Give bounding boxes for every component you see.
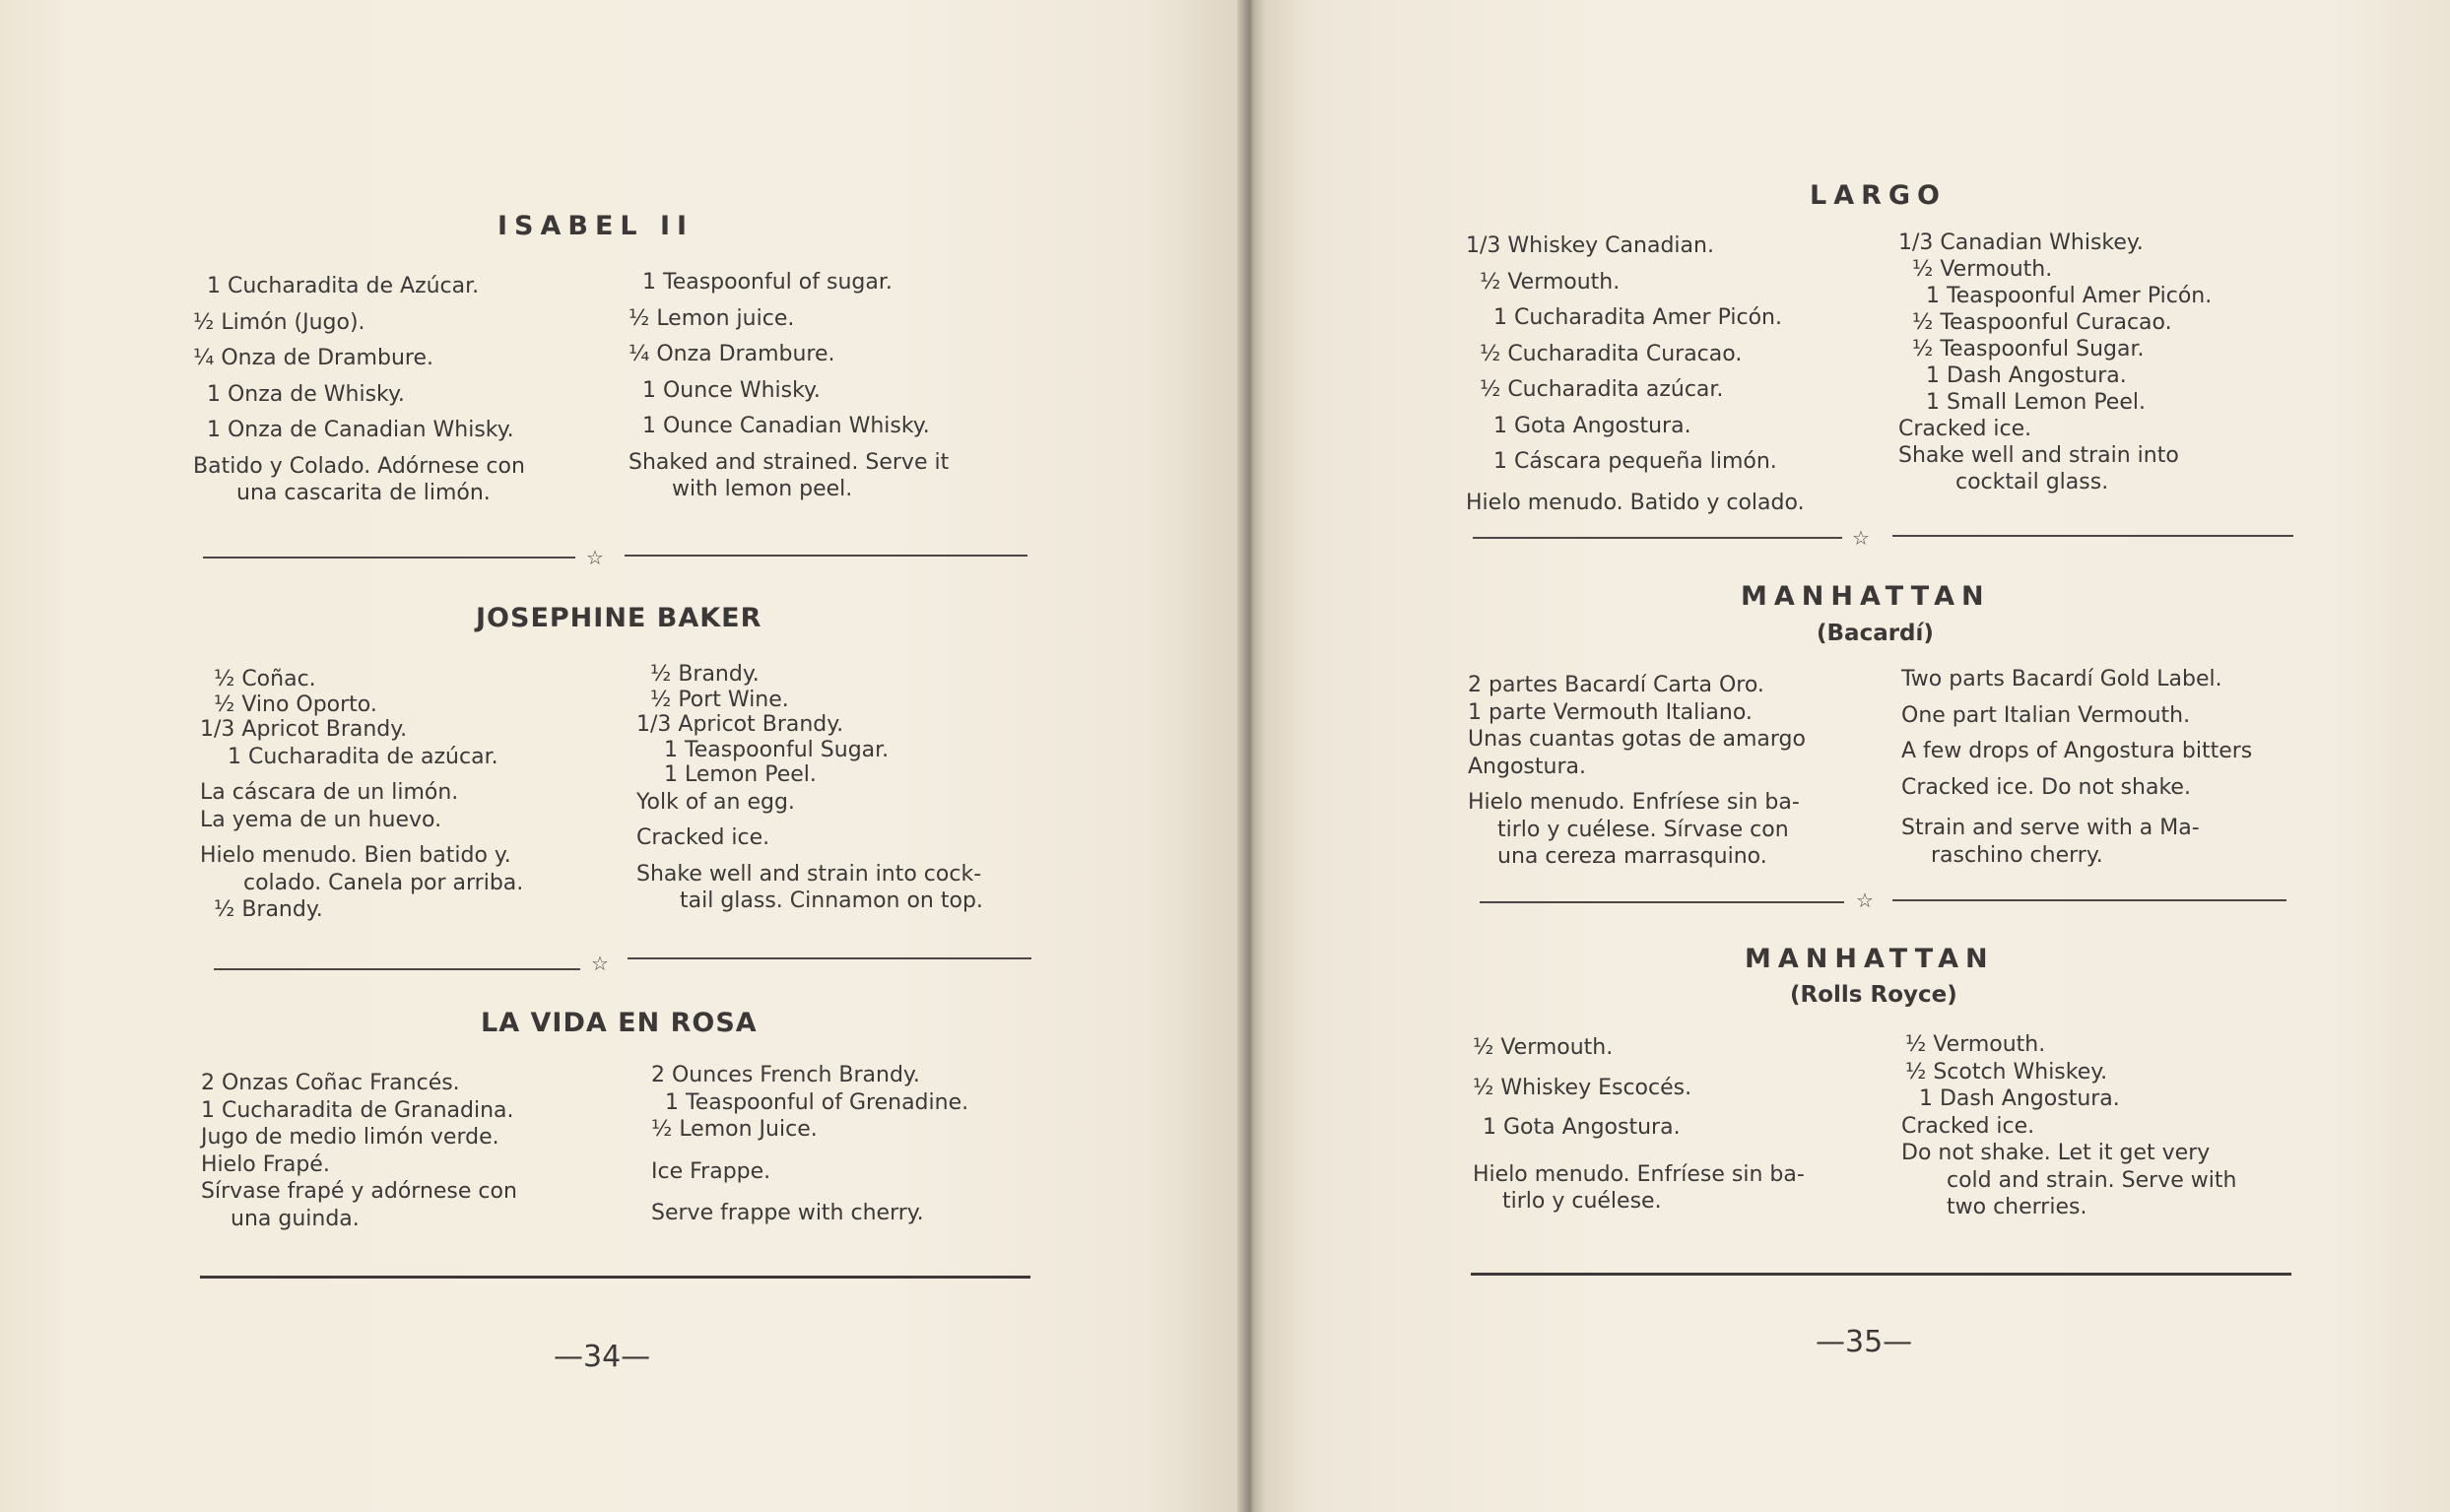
section-divider [628,957,1031,959]
instruction-line: Shaked and strained. Serve it [629,449,950,475]
instruction-line: cocktail glass. [1955,470,2109,494]
ingredient-line: ½ Whiskey Escocés. [1473,1075,1692,1100]
recipe-title-manhattan-bacardi: MANHATTAN [1741,581,1991,612]
manhattan-bacardi-spanish-column [1468,672,1806,871]
star-ornament-icon: ☆ [591,952,609,975]
instruction-line: with lemon peel. [672,477,853,501]
josephine-english-column [636,661,983,915]
manhattan-rolls-english-column [1901,1031,2236,1221]
ingredient-line: 1 Onza de Whisky. [207,381,405,407]
ingredient-line: ½ Teaspoonful Sugar. [1912,337,2145,362]
ingredient-line: 1 Cucharadita de azúcar. [228,744,498,769]
instruction-line: una cascarita de limón. [236,481,491,505]
instruction-line: Cracked ice. Do not shake. [1901,774,2191,800]
ingredient-line: ½ Lemon juice. [629,305,795,331]
instruction-line: colado. Canela por arriba. [243,870,524,895]
ingredient-line: 1 Cucharadita Amer Picón. [1493,305,1782,330]
ingredient-line: ½ Vino Oporto. [214,691,377,717]
star-ornament-icon: ☆ [586,546,604,569]
ingredient-line: ½ Vermouth. [1905,1032,2046,1057]
ingredient-line: ¼ Onza Drambure. [629,342,835,366]
instruction-line: Do not shake. Let it get very [1901,1141,2211,1165]
book-gutter [1237,0,1265,1512]
instruction-line: Serve frappe with cherry. [651,1201,924,1225]
ingredient-line: 1 Gota Angostura. [1493,413,1691,438]
instruction-line: tirlo y cuélese. [1502,1189,1662,1214]
ingredient-line: 1/3 Canadian Whiskey. [1898,230,2144,255]
instruction-line: Sírvase frapé y adórnese con [201,1179,517,1204]
instruction-line: Batido y Colado. Adórnese con [193,453,525,479]
recipe-subtitle-bacardi: (Bacardí) [1817,621,1934,646]
instruction-line: Shake well and strain into [1898,443,2179,468]
ingredient-line: ¼ Onza de Drambure. [193,346,433,370]
ingredient-line: ½ Teaspoonful Curacao. [1912,310,2172,335]
ingredient-line: ½ Port Wine. [650,687,789,712]
ingredient-line: 1 Gota Angostura. [1483,1115,1681,1140]
instruction-line: Hielo menudo. Bien batido y. [200,843,511,868]
ingredient-line: Ice Frappe. [651,1158,771,1184]
section-divider [1892,535,2293,537]
ingredient-line: A few drops of Angostura bitters [1901,739,2253,763]
ingredient-line: 1/3 Apricot Brandy. [636,712,844,737]
ingredient-line: Angostura. [1468,754,1586,779]
largo-english-column [1898,230,2212,495]
recipe-subtitle-rolls-royce: (Rolls Royce) [1790,982,1957,1008]
ingredient-line: 1 Ounce Whisky. [642,377,821,403]
ingredient-line: 1 Cáscara pequeña limón. [1493,449,1777,474]
ingredient-line: 1 Teaspoonful of Grenadine. [665,1089,969,1115]
recipe-title-josephine-baker: JOSEPHINE BAKER [476,603,762,633]
star-ornament-icon: ☆ [1852,526,1870,550]
ingredient-line: ½ Vermouth. [1473,1035,1614,1060]
ingredient-line: ½ Limón (Jugo). [193,309,365,335]
ingredient-line: 1 Dash Angostura. [1919,1086,2120,1111]
ingredient-line: Yolk of an egg. [636,789,795,815]
ingredient-line: 1 Lemon Peel. [664,762,817,787]
ingredient-line: 2 Ounces French Brandy. [651,1063,920,1087]
instruction-line: Hielo menudo. Batido y colado. [1466,490,1805,515]
josephine-spanish-column [200,666,523,924]
vida-spanish-column [201,1070,517,1232]
ingredient-line: La cáscara de un limón. [200,780,459,805]
ingredient-line: One part Italian Vermouth. [1901,702,2191,728]
ingredient-line: 2 partes Bacardí Carta Oro. [1468,673,1764,697]
ingredient-line: ½ Cucharadita Curacao. [1480,341,1743,366]
recipe-title-manhattan-rolls-royce: MANHATTAN [1745,944,1995,974]
ingredient-line: ½ Cucharadita azúcar. [1480,377,1724,402]
ingredient-line: 1 Dash Angostura. [1926,363,2127,388]
instruction-line: raschino cherry. [1931,842,2103,868]
ingredient-line: Jugo de medio limón verde. [201,1125,499,1150]
ingredient-line: Cracked ice. [1898,417,2032,441]
ingredient-line: 1 Onza de Canadian Whisky. [207,418,514,442]
section-divider [625,555,1027,557]
ingredient-line: Hielo Frapé. [201,1151,330,1177]
instruction-line: una cereza marrasquino. [1497,844,1767,869]
isabel-english-column [629,269,949,503]
ingredient-line: Two parts Bacardí Gold Label. [1901,667,2222,691]
manhattan-rolls-spanish-column [1473,1034,1805,1216]
ingredient-line: 1 Small Lemon Peel. [1926,390,2146,415]
ingredient-line: ½ Brandy. [650,662,760,687]
instruction-line: two cherries. [1947,1195,2087,1219]
ingredient-line: 1/3 Apricot Brandy. [200,717,408,742]
ingredient-line: ½ Vermouth. [1480,269,1621,295]
ingredient-line: 1 Teaspoonful Amer Picón. [1926,284,2213,308]
ingredient-line: 1 Teaspoonful of sugar. [642,270,893,295]
ingredient-line: ½ Vermouth. [1912,257,2053,282]
ingredient-line: 1 Ounce Canadian Whisky. [642,414,930,438]
section-divider [1473,537,1842,539]
recipe-title-isabel: ISABEL II [497,211,695,241]
vida-english-column [651,1062,968,1227]
instruction-line: Strain and serve with a Ma- [1901,816,2200,840]
instruction-line: Hielo menudo. Enfríese sin ba- [1473,1161,1805,1187]
instruction-line: tail glass. Cinnamon on top. [680,888,983,913]
instruction-line: Hielo menudo. Enfríese sin ba- [1468,790,1800,815]
instruction-line: cold and strain. Serve with [1947,1167,2237,1193]
ingredient-line: 1/3 Whiskey Canadian. [1466,233,1714,258]
ingredient-line: Cracked ice. [636,825,770,850]
recipe-title-largo: LARGO [1810,180,1948,211]
page-number: —35— [1816,1325,1913,1359]
ingredient-line: 1 Cucharadita de Granadina. [201,1097,514,1123]
section-divider [214,968,580,970]
section-divider [1480,901,1844,903]
closing-rule [200,1276,1030,1279]
page-number: —34— [554,1340,651,1374]
ingredient-line: ½ Lemon Juice. [651,1117,818,1142]
manhattan-bacardi-english-column [1901,666,2252,869]
instruction-line: una guinda. [231,1206,360,1231]
instruction-line: tirlo y cuélese. Sírvase con [1497,817,1789,842]
recipe-title-la-vida-en-rosa: LA VIDA EN ROSA [481,1008,758,1038]
closing-rule [1471,1273,2291,1276]
ingredient-line: 1 parte Vermouth Italiano. [1468,699,1753,725]
ingredient-line: ½ Coñac. [214,667,316,691]
largo-spanish-column [1466,232,1805,516]
star-ornament-icon: ☆ [1856,888,1874,912]
instruction-line: Shake well and strain into cock- [636,861,982,887]
ingredient-line: Unas cuantas gotas de amargo [1468,727,1806,752]
isabel-spanish-column [193,273,525,507]
section-divider [203,557,575,559]
ingredient-line: ½ Scotch Whiskey. [1905,1059,2108,1085]
ingredient-line: 2 Onzas Coñac Francés. [201,1071,460,1095]
ingredient-line: La yema de un huevo. [200,807,442,832]
ingredient-line: 1 Cucharadita de Azúcar. [207,274,480,298]
ingredient-line: 1 Teaspoonful Sugar. [664,737,890,762]
ingredient-line: ½ Brandy. [214,897,323,922]
right-page [1258,0,2450,1512]
section-divider [1892,899,2286,901]
ingredient-line: Cracked ice. [1901,1113,2035,1139]
